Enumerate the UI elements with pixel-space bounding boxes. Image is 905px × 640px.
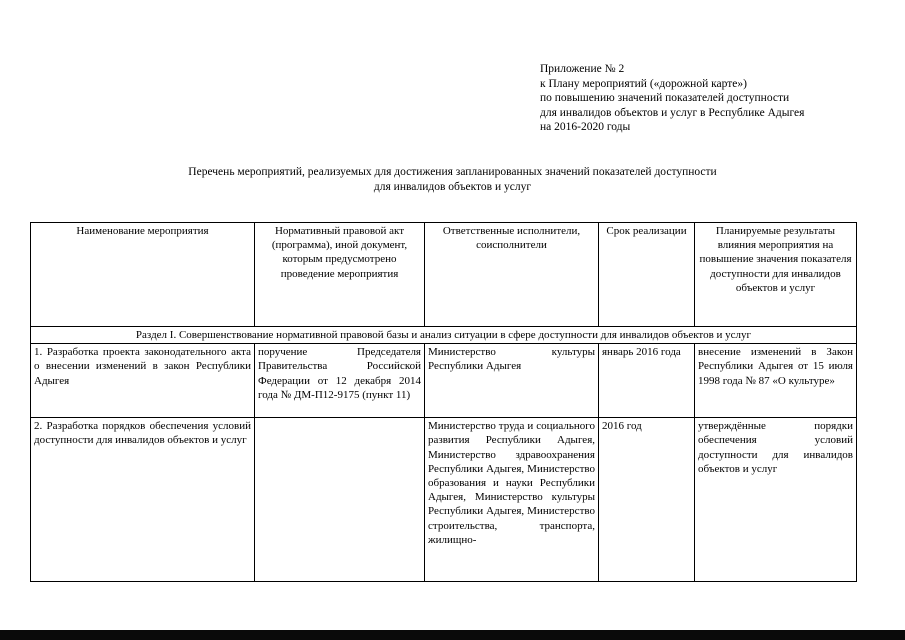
cell-term: 2016 год (599, 418, 695, 582)
cell-results: утверждённые порядки обеспечения условий доступности для инвалидов объектов и услуг (695, 418, 857, 582)
title-line-1: Перечень мероприятий, реализуемых для достижения запланированных значений показателей доступности (188, 166, 717, 178)
appendix-line: к Плану мероприятий («дорожной карте») (540, 77, 747, 90)
cell-term: январь 2016 года (599, 344, 695, 418)
document-title (0, 165, 905, 194)
appendix-header (540, 62, 804, 135)
cell-executors: Министерство труда и социального развития Республики Адыгея, Министерство здравоохранения Республики Адыгея, Министерство образования и науки Республики Адыгея, Министерство культуры Республики Адыгея, Министерство строительства, транспорта, жилищно- (425, 418, 599, 582)
appendix-line: по повышению значений показателей доступности (540, 92, 790, 104)
appendix-line: для инвалидов объектов и услуг в Республике Адыгея (540, 106, 805, 119)
cell-measure-name: 1. Разработка проекта законодательного акта о внесении изменений в закон Республики Адыгея (31, 344, 255, 418)
appendix-line: на 2016-2020 годы (540, 121, 631, 133)
header-measure-name: Наименование мероприятия (31, 223, 255, 327)
table-row (31, 344, 857, 418)
cell-legal-act (255, 418, 425, 582)
header-term: Срок реализации (599, 223, 695, 327)
section-row (31, 327, 857, 344)
measures-table (30, 222, 857, 582)
cell-measure-name: 2. Разработка порядков обеспечения условий доступности для инвалидов объектов и услуг (31, 418, 255, 582)
title-line-2: для инвалидов объектов и услуг (373, 180, 532, 193)
table-header-row (31, 223, 857, 327)
appendix-line: Приложение № 2 (540, 63, 625, 75)
scan-bottom-edge (0, 630, 905, 640)
table-row (31, 418, 857, 582)
cell-results: внесение изменений в Закон Республики Адыгея от 15 июля 1998 года № 87 «О культуре» (695, 344, 857, 418)
section-title: Раздел I. Совершенствование нормативной правовой базы и анализ ситуации в сфере доступности для инвалидов объектов и услуг (31, 327, 857, 344)
cell-legal-act: поручение Председателя Правительства Российской Федерации от 12 декабря 2014 года № ДМ-П12-9175 (пункт 11) (255, 344, 425, 418)
header-results: Планируемые результаты влияния мероприятия на повышение значения показателя доступности для инвалидов объектов и услуг (695, 223, 857, 327)
header-legal-act: Нормативный правовой акт (программа), иной документ, которым предусмотрено проведение мероприятия (255, 223, 425, 327)
header-executors: Ответственные исполнители, соисполнители (425, 223, 599, 327)
cell-executors: Министерство культуры Республики Адыгея (425, 344, 599, 418)
